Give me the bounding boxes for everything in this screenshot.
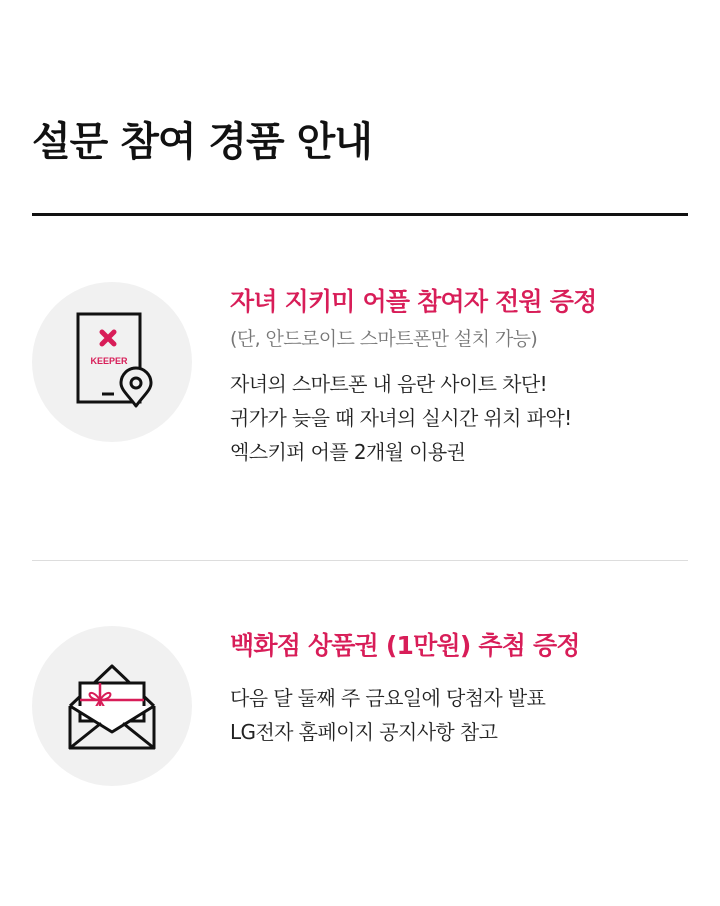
list-item: 엑스키퍼 어플 2개월 이용권 [230,439,466,464]
page-title: 설문 참여 경품 안내 [32,119,372,165]
kidskeeper-phone-location-icon [32,282,192,442]
prize-lines [230,367,688,469]
prize-lines [230,681,688,749]
gift-voucher-envelope-icon [32,626,192,786]
icon-circle [32,626,192,786]
title-divider [32,213,688,216]
list-item: 자녀의 스마트폰 내 음란 사이트 차단! [230,371,548,396]
list-item: LG전자 홈페이지 공지사항 참고 [230,720,498,744]
icon-circle [32,282,192,442]
prize-note: (단, 안드로이드 스마트폰만 설치 가능) [230,328,538,350]
list-item: 귀가가 늦을 때 자녀의 실시간 위치 파악! [230,405,572,430]
list-item: 다음 달 둘째 주 금요일에 당첨자 발표 [230,686,546,710]
keeper-label: KEEPER [90,356,128,366]
prize-title: 자녀 지키미 어플 참여자 전원 증정 [230,287,597,316]
section-divider [32,560,688,561]
prize-title: 백화점 상품권 (1만원) 추첨 증정 [230,631,580,660]
